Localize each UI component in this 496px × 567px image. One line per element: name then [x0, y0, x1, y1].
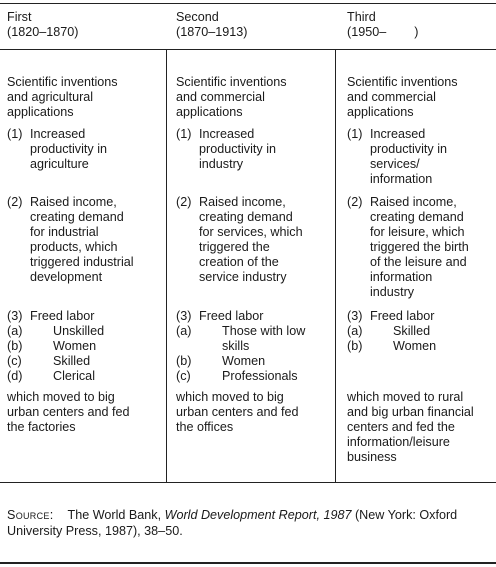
closing-line: the factories	[7, 420, 76, 434]
intro-third	[347, 75, 496, 120]
column-divider-2	[335, 49, 336, 482]
labor-text: Those with low	[222, 324, 306, 338]
effect-2-third	[347, 195, 496, 300]
closing-line: which moved to rural	[347, 390, 464, 404]
effect-line: triggered industrial	[30, 255, 134, 269]
effect-line: Freed labor	[199, 309, 264, 323]
effect-3-third	[347, 309, 496, 354]
effect-3-second	[176, 309, 326, 384]
effect-1-first	[7, 127, 157, 172]
effect-line: for industrial	[30, 225, 99, 239]
labor-text: Skilled	[393, 324, 431, 338]
effect-line: information	[370, 270, 433, 284]
effect-line: Freed labor	[30, 309, 95, 323]
effect-2-first	[7, 195, 157, 285]
effect-number: (2)	[176, 195, 192, 209]
closing-line: which moved to big	[7, 390, 115, 404]
effect-line: information	[370, 172, 433, 186]
effect-line: for leisure, which	[370, 225, 465, 239]
closing-line: business	[347, 450, 397, 464]
effect-1-third	[347, 127, 496, 187]
effect-line: Raised income,	[30, 195, 117, 209]
labor-text: skills	[222, 339, 250, 353]
effect-line: Increased	[30, 127, 86, 141]
effect-line: Raised income,	[370, 195, 457, 209]
source-report-title: World Development Report, 1987	[164, 508, 352, 522]
labor-letter: (a)	[7, 324, 23, 338]
source-publisher: The World Bank,	[67, 508, 165, 522]
labor-text: Women	[393, 339, 437, 353]
closing-second	[176, 390, 326, 435]
table-bottom-rule	[0, 482, 496, 483]
header-rule	[0, 49, 496, 50]
column-period: (1870–1913)	[176, 25, 248, 39]
labor-text: Unskilled	[53, 324, 105, 338]
closing-first	[7, 390, 157, 435]
labor-item	[176, 369, 326, 384]
effect-line: products, which	[30, 240, 118, 254]
column-header-third	[347, 10, 496, 40]
effect-line: services/	[370, 157, 420, 171]
effect-line: productivity in	[30, 142, 107, 156]
closing-line: urban centers and fed	[176, 405, 299, 419]
labor-item	[176, 354, 326, 369]
effect-number: (2)	[7, 195, 23, 209]
effect-3-first	[7, 309, 157, 384]
intro-line: and commercial	[347, 90, 436, 104]
labor-letter: (c)	[176, 369, 191, 383]
labor-item	[7, 369, 157, 384]
effect-line: productivity in	[199, 142, 276, 156]
closing-line: which moved to big	[176, 390, 284, 404]
effect-number: (1)	[7, 127, 23, 141]
column-header-second	[176, 10, 326, 40]
effect-line: industry	[199, 157, 244, 171]
effect-line: service industry	[199, 270, 287, 284]
labor-item	[347, 339, 496, 354]
effect-line: of the leisure and	[370, 255, 467, 269]
closing-line: and big urban financial	[347, 405, 474, 419]
column-divider-1	[166, 49, 167, 482]
labor-letter: (b)	[7, 339, 23, 353]
labor-letter: (b)	[176, 354, 192, 368]
column-header-first	[7, 10, 157, 40]
effect-line: for services, which	[199, 225, 303, 239]
effect-line: Raised income,	[199, 195, 286, 209]
effect-number: (1)	[176, 127, 192, 141]
labor-text: Skilled	[53, 354, 91, 368]
column-period: (1950– )	[347, 25, 419, 39]
intro-line: applications	[7, 105, 74, 119]
effect-1-second	[176, 127, 326, 172]
intro-line: applications	[347, 105, 414, 119]
effect-line: development	[30, 270, 103, 284]
intro-line: Scientific inventions	[347, 75, 458, 89]
source-publication-line2: University Press, 1987), 38–50.	[7, 524, 183, 538]
effect-line: agriculture	[30, 157, 89, 171]
intro-line: Scientific inventions	[7, 75, 118, 89]
column-period: (1820–1870)	[7, 25, 79, 39]
effect-line: creating demand	[370, 210, 464, 224]
column-title: Third	[347, 10, 376, 24]
source-label: Source:	[7, 508, 54, 522]
effect-line: triggered the	[199, 240, 270, 254]
effect-number: (3)	[347, 309, 363, 323]
closing-third	[347, 390, 496, 465]
labor-item	[7, 354, 157, 369]
labor-text: Women	[222, 354, 266, 368]
intro-line: and commercial	[176, 90, 265, 104]
effect-line: creating demand	[30, 210, 124, 224]
labor-text: Women	[53, 339, 97, 353]
labor-text: Clerical	[53, 369, 95, 383]
labor-letter: (c)	[7, 354, 22, 368]
labor-item	[347, 324, 496, 339]
effect-number: (2)	[347, 195, 363, 209]
labor-item	[7, 339, 157, 354]
effect-number: (3)	[7, 309, 23, 323]
top-rule	[0, 3, 496, 4]
column-title: Second	[176, 10, 219, 24]
closing-line: the offices	[176, 420, 234, 434]
labor-item	[7, 324, 157, 339]
closing-line: information/leisure	[347, 435, 450, 449]
effect-line: creation of the	[199, 255, 279, 269]
labor-letter: (b)	[347, 339, 363, 353]
effect-line: Increased	[199, 127, 255, 141]
intro-second	[176, 75, 326, 120]
source-publication: (New York: Oxford	[351, 508, 458, 522]
labor-letter: (a)	[347, 324, 363, 338]
labor-text: Professionals	[222, 369, 298, 383]
effect-number: (1)	[347, 127, 363, 141]
effect-line: triggered the birth	[370, 240, 469, 254]
effect-line: creating demand	[199, 210, 293, 224]
intro-first	[7, 75, 157, 120]
intro-line: applications	[176, 105, 243, 119]
effect-line: Increased	[370, 127, 426, 141]
closing-line: urban centers and fed	[7, 405, 130, 419]
column-title: First	[7, 10, 32, 24]
source-note	[7, 507, 487, 539]
effect-number: (3)	[176, 309, 192, 323]
effect-line: productivity in	[370, 142, 447, 156]
effect-line: Freed labor	[370, 309, 435, 323]
closing-line: centers and fed the	[347, 420, 455, 434]
effect-2-second	[176, 195, 326, 285]
intro-line: and agricultural	[7, 90, 94, 104]
labor-letter: (a)	[176, 324, 192, 338]
labor-letter: (d)	[7, 369, 23, 383]
labor-item	[176, 324, 326, 354]
intro-line: Scientific inventions	[176, 75, 287, 89]
page-bottom-rule	[0, 562, 496, 564]
effect-line: industry	[370, 285, 415, 299]
